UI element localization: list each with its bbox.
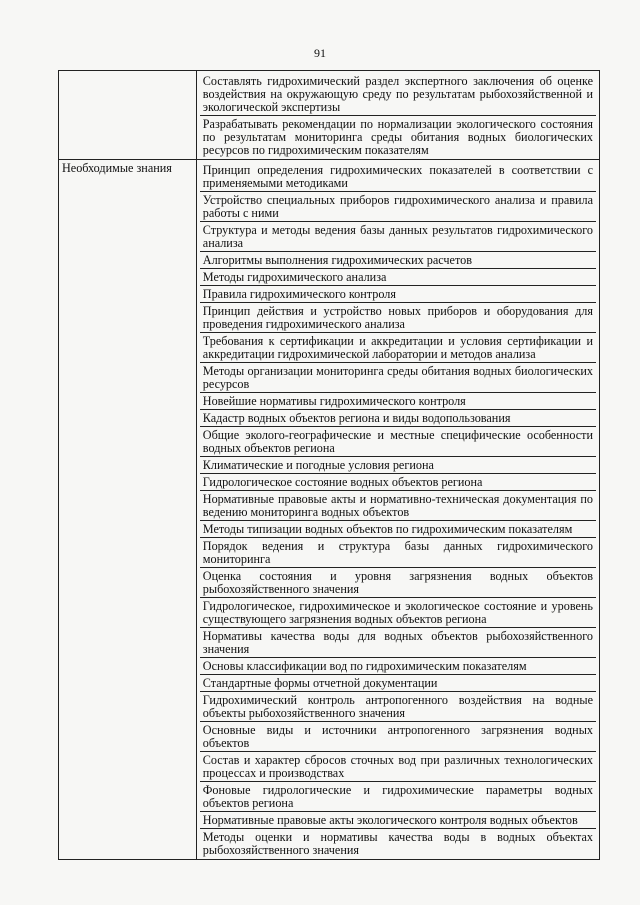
knowledge-list-item: Оценка состояния и уровня загрязнения водных объектов рыбохозяйственного значения	[200, 567, 596, 597]
intro-item-list	[200, 73, 596, 158]
page-number: 91	[314, 46, 326, 60]
knowledge-list-item: Принцип определения гидрохимических показателей в соответствии с применяемыми методиками	[202, 163, 593, 190]
knowledge-list-item: Нормативные правовые акты экологического контроля водных объектов	[200, 811, 596, 828]
knowledge-list-item: Гидрохимический контроль антропогенного воздействия на водные объекты рыбохозяйственного значения	[200, 691, 596, 721]
row-label-empty	[59, 71, 197, 160]
knowledge-list-item: Алгоритмы выполнения гидрохимических расчетов	[200, 251, 596, 268]
row-items-knowledge	[196, 160, 599, 860]
knowledge-list-item: Гидрологическое, гидрохимическое и экологическое состояние и уровень существующего загрязнения водных объектов региона	[200, 597, 596, 627]
knowledge-list-item: Стандартные формы отчетной документации	[200, 674, 596, 691]
knowledge-list-item: Методы оценки и нормативы качества воды в водных объектах рыбохозяйственного значения	[200, 828, 596, 858]
knowledge-list-item: Состав и характер сбросов сточных вод при различных технологических процессах и производствах	[200, 751, 596, 781]
intro-list-item: Составлять гидрохимический раздел экспертного заключения об оценке воздействия на окружающую среду по результатам рыбохозяйственной и экологической экспертизы	[202, 74, 593, 114]
intro-list-item: Разрабатывать рекомендации по нормализации экологического состояния по результатам мониторинга среды обитания водных биологических ресурсов по гидрохимическим показателям	[200, 115, 596, 158]
knowledge-list-item: Кадастр водных объектов региона и виды водопользования	[200, 409, 596, 426]
knowledge-list-item: Нормативы качества воды для водных объектов рыбохозяйственного значения	[200, 627, 596, 657]
knowledge-list-item: Фоновые гидрологические и гидрохимические параметры водных объектов региона	[200, 781, 596, 811]
table-row-intro	[59, 71, 600, 160]
row-items-intro	[196, 71, 599, 160]
knowledge-list-item: Основные виды и источники антропогенного загрязнения водных объектов	[200, 721, 596, 751]
knowledge-list-item: Новейшие нормативы гидрохимического контроля	[200, 392, 596, 409]
knowledge-list-item: Требования к сертификации и аккредитации и условия сертификации и аккредитации гидрохимической лаборатории и методов анализа	[200, 332, 596, 362]
knowledge-list-item: Устройство специальных приборов гидрохимического анализа и правила работы с ними	[200, 191, 596, 221]
knowledge-list-item: Нормативные правовые акты и нормативно-техническая документация по ведению мониторинга водных объектов	[200, 490, 596, 520]
knowledge-list-item: Структура и методы ведения базы данных результатов гидрохимического анализа	[200, 221, 596, 251]
knowledge-list-item: Гидрологическое состояние водных объектов региона	[200, 473, 596, 490]
knowledge-list-item: Основы классификации вод по гидрохимическим показателям	[200, 657, 596, 674]
knowledge-list-item: Правила гидрохимического контроля	[200, 285, 596, 302]
row-label-knowledge: Необходимые знания	[59, 160, 197, 860]
knowledge-list-item: Климатические и погодные условия региона	[200, 456, 596, 473]
knowledge-list-item: Методы организации мониторинга среды обитания водных биологических ресурсов	[200, 362, 596, 392]
knowledge-list-item: Принцип действия и устройство новых приборов и оборудования для проведения гидрохимического анализа	[200, 302, 596, 332]
knowledge-list-item: Порядок ведения и структура базы данных гидрохимического мониторинга	[200, 537, 596, 567]
knowledge-list-item: Общие эколого-географические и местные специфические особенности водных объектов региона	[200, 426, 596, 456]
knowledge-list-item: Методы гидрохимического анализа	[200, 268, 596, 285]
knowledge-list-item: Методы типизации водных объектов по гидрохимическим показателям	[200, 520, 596, 537]
knowledge-item-list	[200, 162, 596, 858]
table-row-knowledge	[59, 160, 600, 860]
competency-table	[58, 70, 600, 860]
